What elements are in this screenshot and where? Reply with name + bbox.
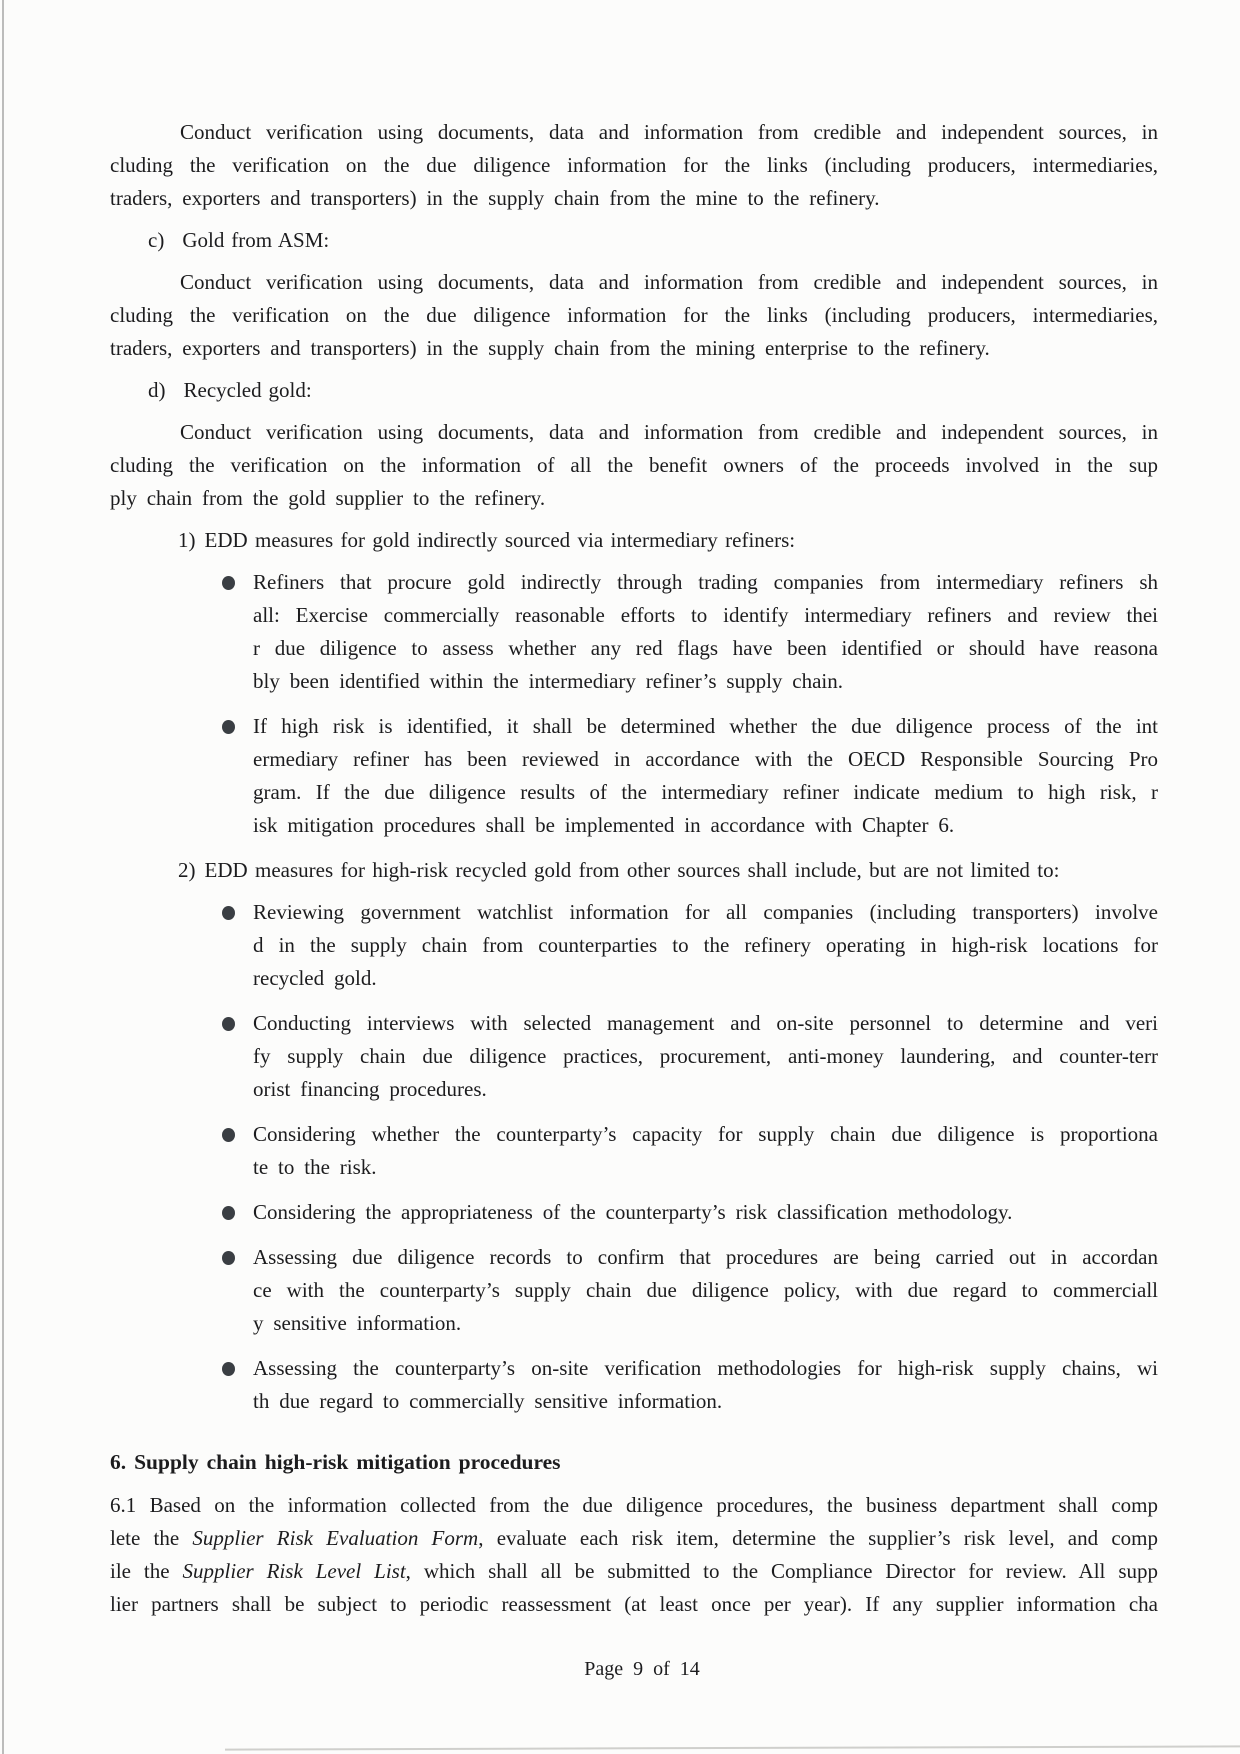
bullet-lines: [253, 1241, 1158, 1340]
text-line: recycled gold.: [253, 966, 377, 990]
bullet-item: [222, 1007, 1158, 1106]
item-label: c): [148, 228, 165, 252]
text-line: Conduct verification using documents, data and information from credible and independent sources, in: [180, 270, 1158, 294]
bullet-item: [222, 1352, 1158, 1418]
text-line: lier partners shall be subject to periodic reassessment (at least once per year). If any supplier information cha: [110, 1592, 1158, 1616]
scan-edge-bottom: [225, 1745, 1240, 1750]
bullet-item: [222, 566, 1158, 698]
item-text: EDD measures for gold indirectly sourced via intermediary refiners:: [204, 528, 796, 552]
text-segment: lete the: [110, 1526, 193, 1550]
text-line: isk mitigation procedures shall be implemented in accordance with Chapter 6.: [253, 813, 955, 837]
item-text: Gold from ASM:: [182, 228, 330, 252]
bullet-icon: [222, 1206, 235, 1220]
bullet-icon: [222, 1128, 235, 1142]
bullet-lines: [253, 1007, 1158, 1106]
scan-edge-left: [2, 0, 4, 1754]
text-line: If high risk is identified, it shall be determined whether the due diligence process of the int: [253, 714, 1158, 738]
text-line: ce with the counterparty’s supply chain due diligence policy, with due regard to commerciall: [253, 1278, 1158, 1302]
paragraph-block: [110, 116, 1158, 215]
bullet-item: [222, 1118, 1158, 1184]
bullet-lines: [253, 566, 1158, 698]
text-line: te to the risk.: [253, 1155, 377, 1179]
text-line: Conduct verification using documents, data and information from credible and independent sources, in: [180, 120, 1158, 144]
item-text: EDD measures for high-risk recycled gold from other sources shall include, but are not limited to:: [204, 858, 1060, 882]
text-segment: , which shall all be submitted to the Compliance Director for review. All supp: [405, 1559, 1158, 1583]
bullet-item: [222, 710, 1158, 842]
bullet-lines: [253, 1352, 1158, 1418]
text-line: bly been identified within the intermediary refiner’s supply chain.: [253, 669, 843, 693]
text-line: Conduct verification using documents, data and information from credible and independent sources, in: [180, 420, 1158, 444]
text-segment: ile the: [110, 1559, 183, 1583]
text-line: 6.1 Based on the information collected from the due diligence procedures, the business department shall comp: [110, 1493, 1158, 1517]
text-line: ply chain from the gold supplier to the refinery.: [110, 486, 546, 510]
text-line: [110, 1555, 1158, 1588]
text-line: cluding the verification on the information of all the benefit owners of the proceeds involved in the sup: [110, 453, 1158, 477]
item-label: 1): [178, 528, 196, 552]
item-label: 2): [178, 858, 196, 882]
text-line: gram. If the due diligence results of the intermediary refiner indicate medium to high risk, r: [253, 780, 1158, 804]
text-line: Refiners that procure gold indirectly through trading companies from intermediary refiners sh: [253, 570, 1158, 594]
text-line: Assessing the counterparty’s on-site verification methodologies for high-risk supply chains, wi: [253, 1356, 1158, 1380]
text-line: Reviewing government watchlist information for all companies (including transporters) involve: [253, 900, 1158, 924]
bullet-lines: [253, 1196, 1158, 1229]
text-line: r due diligence to assess whether any red flags have been identified or should have reasona: [253, 636, 1158, 660]
bullet-lines: [253, 896, 1158, 995]
text-line: Considering whether the counterparty’s capacity for supply chain due diligence is proportiona: [253, 1122, 1158, 1146]
bullet-icon: [222, 720, 235, 734]
bullet-item: [222, 896, 1158, 995]
text-line: all: Exercise commercially reasonable efforts to identify intermediary refiners and review thei: [253, 603, 1158, 627]
page-number: Page 9 of 14: [584, 1658, 700, 1680]
text-line: orist financing procedures.: [253, 1077, 487, 1101]
text-line: Considering the appropriateness of the counterparty’s risk classification methodology.: [253, 1200, 1013, 1224]
bullet-icon: [222, 576, 235, 590]
text-line: th due regard to commercially sensitive information.: [253, 1389, 723, 1413]
bullet-lines: [253, 710, 1158, 842]
italic-text: Supplier Risk Level List: [182, 1559, 406, 1583]
bullet-icon: [222, 1362, 235, 1376]
bullet-item: [222, 1196, 1158, 1229]
italic-text: Supplier Risk Evaluation Form: [192, 1526, 479, 1550]
text-segment: , evaluate each risk item, determine the supplier’s risk level, and comp: [478, 1526, 1159, 1550]
bullet-icon: [222, 1017, 235, 1031]
text-line: fy supply chain due diligence practices, procurement, anti-money laundering, and counter-terr: [253, 1044, 1158, 1068]
text-line: traders, exporters and transporters) in the supply chain from the mining enterprise to the refinery.: [110, 336, 990, 360]
text-line: traders, exporters and transporters) in the supply chain from the mine to the refinery.: [110, 186, 880, 210]
text-line: [110, 1522, 1158, 1555]
text-line: cluding the verification on the due diligence information for the links (including producers, intermediaries,: [110, 303, 1158, 327]
bullet-item: [222, 1241, 1158, 1340]
document-body: [110, 116, 1158, 1630]
numbered-list-item: [178, 524, 1158, 557]
item-text: Recycled gold:: [183, 378, 312, 402]
bullet-lines: [253, 1118, 1158, 1184]
bullet-icon: [222, 906, 235, 920]
numbered-list-item: [178, 854, 1158, 887]
text-line: cluding the verification on the due diligence information for the links (including producers, intermediaries,: [110, 153, 1158, 177]
paragraph-block: [110, 266, 1158, 365]
text-line: ermediary refiner has been reviewed in accordance with the OECD Responsible Sourcing Pro: [253, 747, 1158, 771]
text-line: Assessing due diligence records to confirm that procedures are being carried out in accordan: [253, 1245, 1158, 1269]
lettered-list-item: [148, 374, 1158, 407]
paragraph-block: [110, 1489, 1158, 1621]
item-label: d): [148, 378, 166, 402]
text-line: Conducting interviews with selected management and on-site personnel to determine and veri: [253, 1011, 1158, 1035]
page-footer: [22, 1658, 1240, 1681]
bullet-icon: [222, 1251, 235, 1265]
paragraph-block: [110, 416, 1158, 515]
section-heading: 6. Supply chain high-risk mitigation procedures: [110, 1450, 561, 1474]
text-line: d in the supply chain from counterparties to the refinery operating in high-risk locations for: [253, 933, 1158, 957]
lettered-list-item: [148, 224, 1158, 257]
text-line: y sensitive information.: [253, 1311, 462, 1335]
